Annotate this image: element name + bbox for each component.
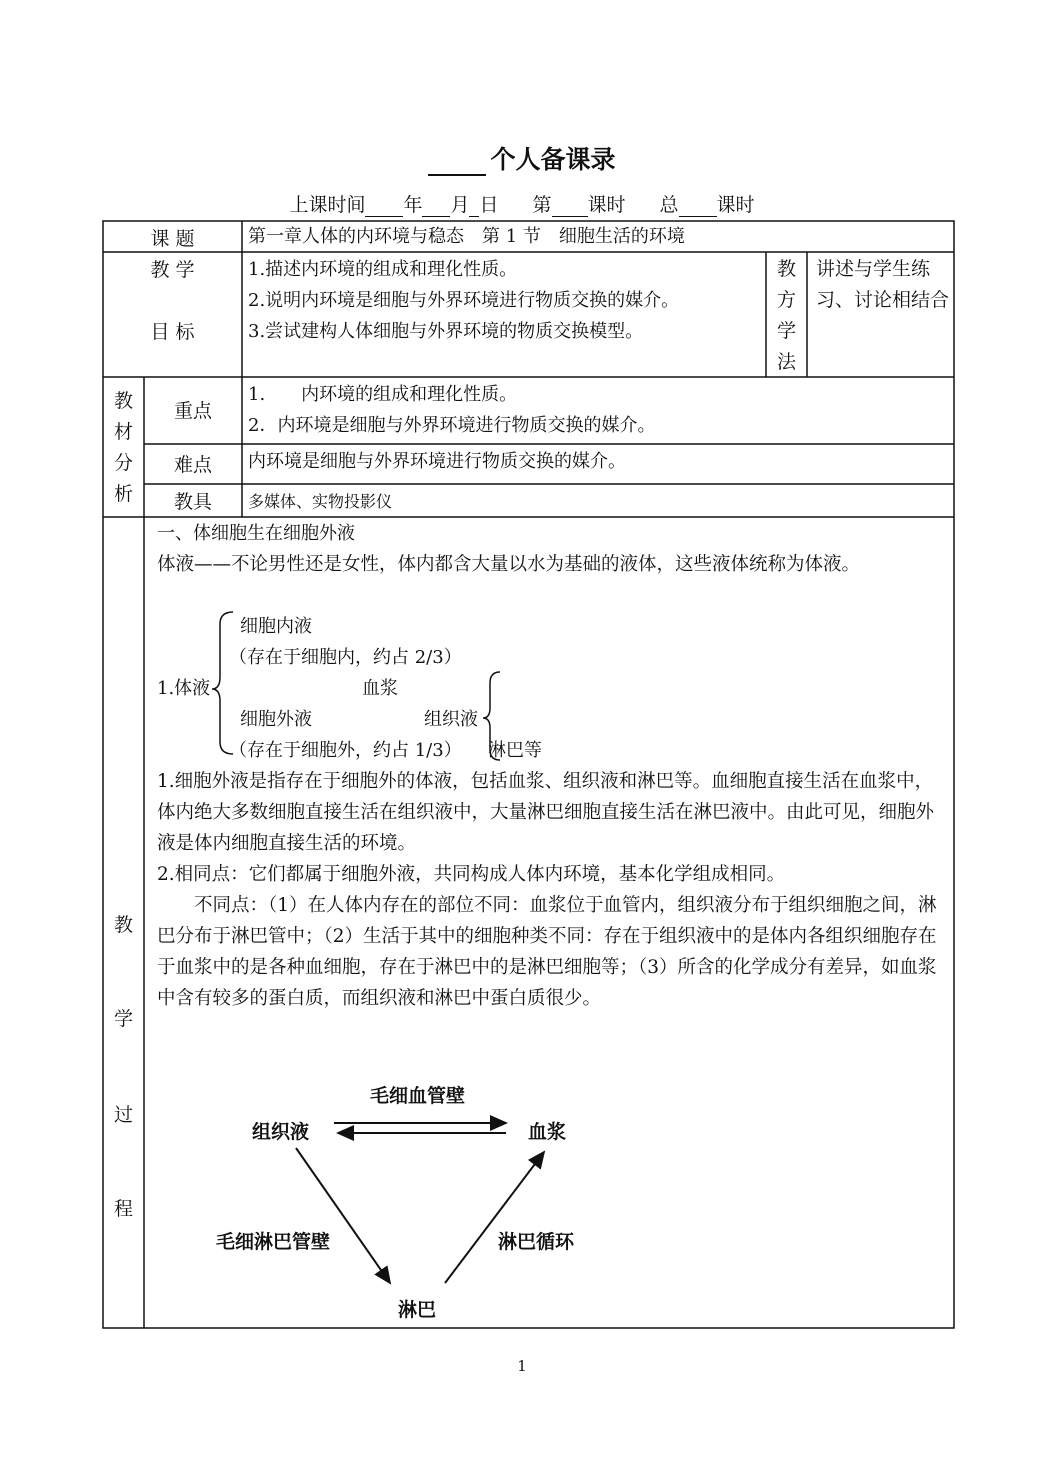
goal-item: 2.说明内环境是细胞与外界环境进行物质交换的媒介。 <box>248 290 680 311</box>
diagram-lymph: 淋巴 <box>398 1299 437 1321</box>
tree-intra-note: （存在于细胞内，约占 2/3） <box>229 647 462 668</box>
difficulty-label: 难点 <box>173 454 212 476</box>
tree-intra: 细胞内液 <box>240 616 312 637</box>
class-time-line: 上课时间 年 月 日 第 课时 总 课时 <box>289 194 755 216</box>
tree-extra-note: （存在于细胞外，约占 1/3） <box>229 740 462 761</box>
paragraph-2: 2.相同点：它们都属于细胞外液，共同构成人体内环境，基本化学组成相同。 <box>157 864 786 885</box>
difficulty-value: 内环境是细胞与外界环境进行物质交换的媒介。 <box>248 451 626 472</box>
paragraph-1: 1.细胞外液是指存在于细胞外的体液，包括血浆、组织液和淋巴等。血细胞直接生活在血浆中，体内绝大多数细胞直接生活在组织液中，大量淋巴细胞直接生活在淋巴液中。由此可见，细胞外液是体内细胞直接生活的环境。 <box>157 771 935 854</box>
goal-item: 3.尝试建构人体细胞与外界环境的物质交换模型。 <box>248 321 644 342</box>
tree-extra: 细胞外液 <box>240 709 312 730</box>
tools-label: 教具 <box>173 491 212 513</box>
key-item: 1. 内环境的组成和理化性质。 <box>248 384 518 405</box>
process-label-3: 过 <box>113 1104 133 1126</box>
page-number: 1 <box>517 1357 527 1375</box>
tools-value: 多媒体、实物投影仪 <box>248 492 393 511</box>
method-value: 讲述与学生练习、讨论相结合 <box>816 258 950 311</box>
diagram-capillary-wall: 毛细血管壁 <box>370 1085 466 1107</box>
process-label-4: 程 <box>113 1198 133 1220</box>
topic-value: 第一章人体的内环境与稳态 第 1 节 细胞生活的环境 <box>248 226 685 247</box>
topic-label: 课 题 <box>150 228 195 250</box>
diagram-lymph-capillary-wall: 毛细淋巴管壁 <box>216 1231 331 1253</box>
diagram-tissue-fluid: 组织液 <box>252 1121 310 1143</box>
process-label-1: 教 <box>113 914 133 936</box>
goals-label-top: 教 学 <box>150 259 195 281</box>
page-title: 个人备课录 <box>0 140 1044 176</box>
key-item: 2．内环境是细胞与外界环境进行物质交换的媒介。 <box>248 415 656 436</box>
tree-tissue-fluid: 组织液 <box>424 709 478 730</box>
tree-plasma: 血浆 <box>362 678 398 699</box>
diagram-lymph-circulation: 淋巴循环 <box>498 1231 575 1253</box>
arrow-lymph-to-plasma <box>445 1152 544 1283</box>
key-label: 重点 <box>173 400 212 422</box>
process-label-2: 学 <box>113 1008 133 1030</box>
analysis-label: 教 材 分 析 <box>113 390 133 505</box>
paragraph-3: 不同点：（1）在人体内存在的部位不同：血浆位于血管内，组织液分布于组织细胞之间，淋巴分布于淋巴管中；（2）生活于其中的细胞种类不同：存在于组织液中的是体内各组织细胞存在于血浆中的是各种血细胞，存在于淋巴中的是淋巴细胞等；（3）所含的化学成分有差异，如血浆中含有较多的蛋白质，而组织液和淋巴中蛋白质很少。 <box>157 895 937 1009</box>
goal-item: 1.描述内环境的组成和理化性质。 <box>248 259 518 280</box>
body-fluid-definition: 体液——不论男性还是女性，体内都含大量以水为基础的液体，这些液体统称为体液。 <box>157 554 861 575</box>
diagram-plasma: 血浆 <box>528 1121 567 1143</box>
arrow-tissue-to-lymph <box>296 1148 390 1283</box>
method-label: 教 方 学 法 <box>776 258 796 373</box>
section-title: 一、体细胞生在细胞外液 <box>157 523 355 544</box>
tree-root: 1.体液 <box>157 678 211 699</box>
tree-lymph: 淋巴等 <box>488 740 542 761</box>
goals-label-bottom: 目 标 <box>150 321 195 343</box>
